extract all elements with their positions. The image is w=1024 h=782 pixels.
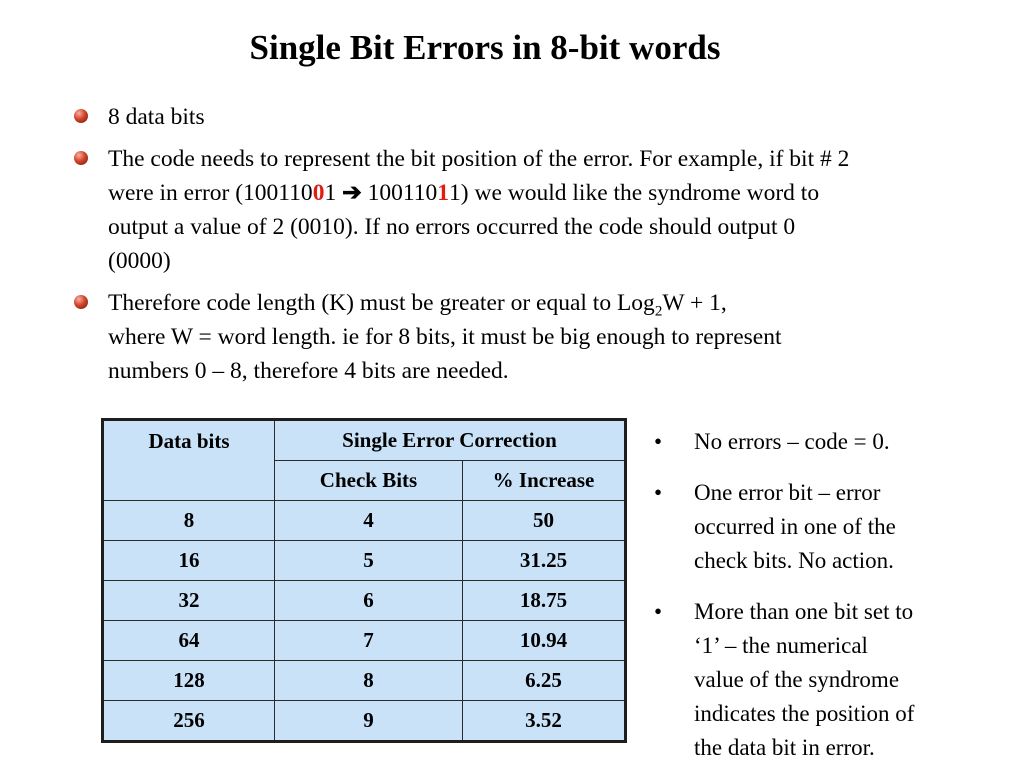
bullet-line-part: were in error (100110 (108, 180, 313, 206)
main-bullet-list (70, 100, 1020, 396)
table-header-row (103, 420, 626, 461)
bullet-ball-icon (74, 295, 88, 309)
error-correction-table (101, 418, 627, 743)
cell-check-bits: 7 (275, 621, 463, 661)
bullet-ball-icon (74, 109, 88, 123)
side-bullet (650, 425, 990, 459)
table-row (103, 541, 626, 581)
bullet-line-part: 1) we would like the syndrome word to (449, 180, 820, 206)
side-bullet-line: No errors – code = 0. (694, 429, 890, 454)
header-single-error-correction: Single Error Correction (275, 420, 626, 461)
side-bullet-line: value of the syndrome (694, 667, 900, 692)
side-bullet (650, 595, 990, 765)
cell-data-bits: 256 (103, 701, 275, 742)
bullet-line: (0000) (108, 248, 171, 274)
table-row (103, 661, 626, 701)
table-row (103, 581, 626, 621)
bullet-line-part: 1 (324, 180, 343, 206)
bullet-line: output a value of 2 (0010). If no errors occurred the code should output 0 (108, 214, 796, 240)
right-arrow-icon: ➔ (342, 180, 362, 206)
header-check-bits: Check Bits (275, 461, 463, 501)
bullet-line-part: W + 1, (662, 290, 727, 316)
cell-percent-increase: 3.52 (463, 701, 626, 742)
bullet-dot-icon: • (654, 480, 663, 505)
bullet-line: where W = word length. ie for 8 bits, it must be big enough to represent (108, 324, 782, 350)
error-bit-highlight: 1 (437, 180, 450, 206)
header-percent-increase: % Increase (463, 461, 626, 501)
cell-check-bits: 5 (275, 541, 463, 581)
bullet-dot-icon: • (654, 429, 663, 454)
bullet-line: The code needs to represent the bit position of the error. For example, if bit # 2 (108, 146, 850, 172)
table-row (103, 501, 626, 541)
cell-check-bits: 6 (275, 581, 463, 621)
bullet-data-bits (70, 100, 1020, 134)
bullet-line-part: 100110 (361, 180, 438, 206)
bullet-dot-icon: • (654, 599, 663, 624)
side-bullet-line: More than one bit set to (694, 599, 914, 624)
side-bullet-line: the data bit in error. (694, 735, 875, 760)
side-notes (650, 425, 990, 782)
cell-percent-increase: 10.94 (463, 621, 626, 661)
cell-check-bits: 4 (275, 501, 463, 541)
bullet-text: 8 data bits (108, 104, 205, 130)
cell-check-bits: 9 (275, 701, 463, 742)
cell-data-bits: 8 (103, 501, 275, 541)
bullet-line-part: Therefore code length (K) must be greater or equal to Log (108, 290, 655, 316)
log-subscript: 2 (654, 303, 663, 320)
bullet-code-length (70, 286, 1020, 388)
side-bullet-line: indicates the position of (694, 701, 915, 726)
side-bullet (650, 476, 990, 578)
cell-data-bits: 64 (103, 621, 275, 661)
side-bullet-line: check bits. No action. (694, 548, 894, 573)
cell-percent-increase: 18.75 (463, 581, 626, 621)
bullet-line: numbers 0 – 8, therefore 4 bits are needed. (108, 358, 509, 384)
error-bit-highlight: 0 (312, 180, 325, 206)
cell-check-bits: 8 (275, 661, 463, 701)
side-bullet-line: ‘1’ – the numerical (694, 633, 868, 658)
side-bullet-line: occurred in one of the (694, 514, 896, 539)
side-bullet-line: One error bit – error (694, 480, 881, 505)
bullet-ball-icon (74, 151, 88, 165)
header-data-bits: Data bits (103, 420, 275, 501)
table-row (103, 621, 626, 661)
cell-data-bits: 128 (103, 661, 275, 701)
slide-title: Single Bit Errors in 8-bit words (249, 28, 721, 67)
cell-data-bits: 16 (103, 541, 275, 581)
cell-percent-increase: 6.25 (463, 661, 626, 701)
table-row (103, 701, 626, 742)
bullet-code-position (70, 142, 1020, 278)
cell-percent-increase: 50 (463, 501, 626, 541)
cell-data-bits: 32 (103, 581, 275, 621)
cell-percent-increase: 31.25 (463, 541, 626, 581)
